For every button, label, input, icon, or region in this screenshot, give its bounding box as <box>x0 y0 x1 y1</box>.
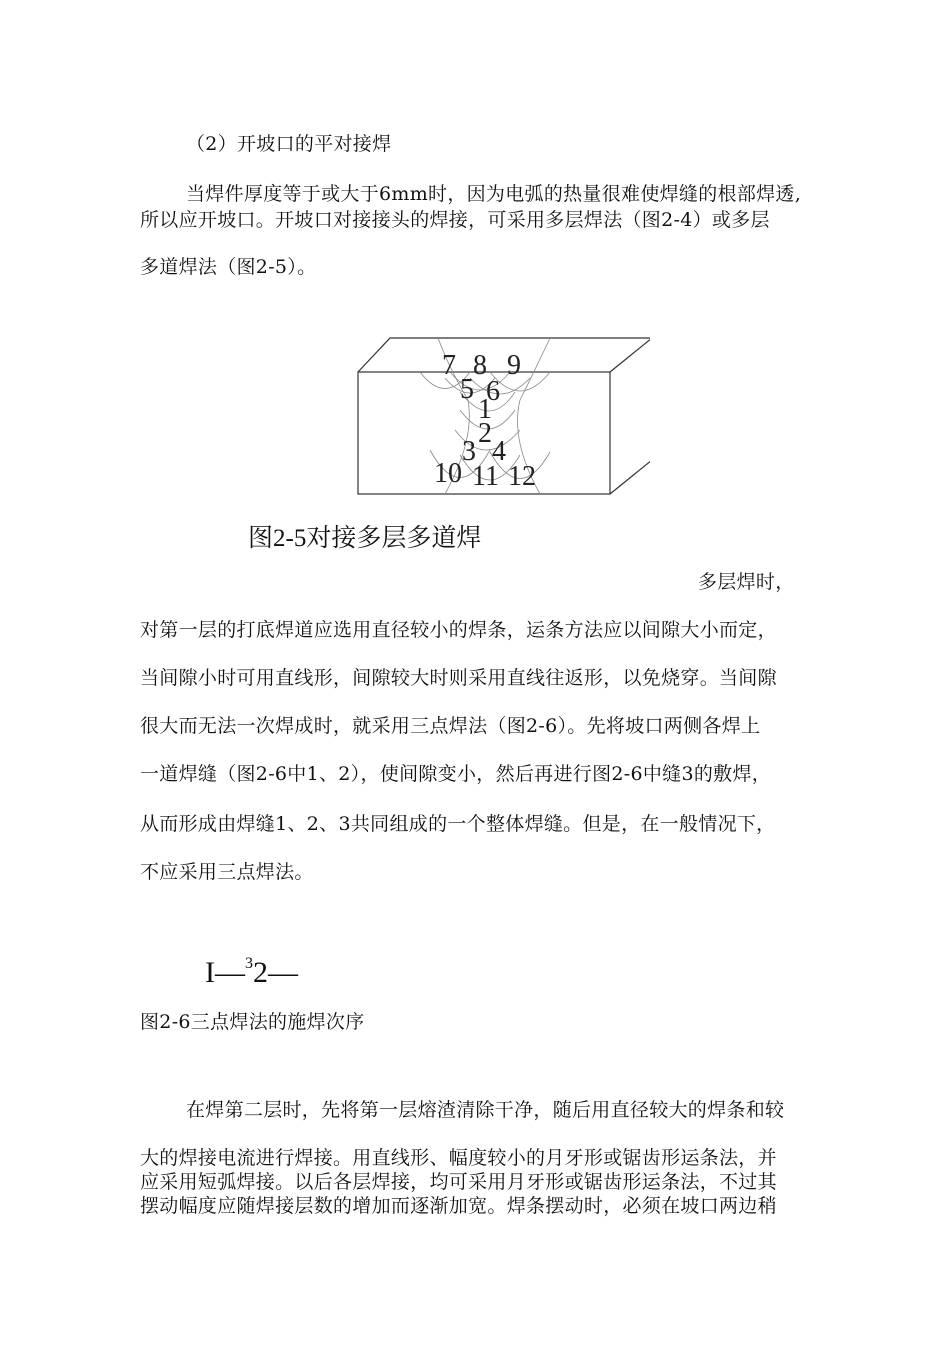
bead-label-1: 1 <box>478 394 492 425</box>
bead-label-3: 3 <box>462 436 476 467</box>
paragraph-1-line-2: 所以应开坡口。开坡口对接接头的焊接，可采用多层焊法（图2-4）或多层 <box>140 209 770 231</box>
paragraph-2-line-4: 一道焊缝（图2-6中1、2），使间隙变小，然后再进行图2-6中缝3的敷焊， <box>140 763 772 785</box>
bead-label-2: 2 <box>478 418 492 449</box>
figure-2-6-caption: 图2-6三点焊法的施焊次序 <box>140 1011 365 1033</box>
bead-label-9: 9 <box>507 350 521 381</box>
bead-label-7: 7 <box>442 350 456 381</box>
paragraph-3-line-4: 摆动幅度应随焊接层数的增加而逐渐加宽。焊条摆动时，必须在坡口两边稍 <box>140 1195 777 1217</box>
bead-label-6: 6 <box>486 376 500 407</box>
paragraph-3-line-1: 在焊第二层时，先将第一层熔渣清除干净，随后用直径较大的焊条和较 <box>186 1099 785 1121</box>
paragraph-1-line-3: 多道焊法（图2-5）。 <box>140 256 317 278</box>
figure-2-6-formula <box>205 955 298 990</box>
bead-label-8: 8 <box>473 350 487 381</box>
paragraph-2-line-1: 对第一层的打底焊道应选用直径较小的焊条，运条方法应以间隙大小而定， <box>140 619 777 641</box>
block-side-face <box>610 338 650 494</box>
figure-2-5-caption: 图2-5对接多层多道焊 <box>248 525 482 552</box>
paragraph-1-line-1: 当焊件厚度等于或大于6mm时，因为电弧的热量很难使焊缝的根部焊透, <box>186 183 802 205</box>
formula-pre: I— <box>205 956 245 989</box>
paragraph-2-line-5: 从而形成由焊缝1、2、3共同组成的一个整体焊缝。但是，在一般情况下， <box>140 813 776 835</box>
bead-label-4: 4 <box>492 436 506 467</box>
formula-post: 2— <box>253 956 298 989</box>
paragraph-2-line-2: 当间隙小时可用直线形，间隙较大时则采用直线往返形，以免烧穿。当间隙 <box>140 667 777 689</box>
section-heading: （2）开坡口的平对接焊 <box>186 133 392 155</box>
bead-label-5: 5 <box>460 374 474 405</box>
bead-label-10: 10 <box>434 458 462 489</box>
bead-label-11: 11 <box>472 461 499 492</box>
figure-2-5-diagram <box>350 330 650 500</box>
formula-sup: 3 <box>245 955 253 972</box>
paragraph-2-line-3: 很大而无法一次焊成时，就采用三点焊法（图2-6）。先将坡口两侧各焊上 <box>140 715 761 737</box>
paragraph-2-line-6: 不应采用三点焊法。 <box>140 861 314 883</box>
bead-label-12: 12 <box>508 461 536 492</box>
paragraph-3-line-3: 应采用短弧焊接。以后各层焊接，均可采用月牙形或锯齿形运条法，不过其 <box>140 1171 777 1193</box>
paragraph-2-lead: 多层焊时， <box>698 571 795 593</box>
block-top-face <box>358 338 650 372</box>
paragraph-3-line-2: 大的焊接电流进行焊接。用直线形、幅度较小的月牙形或锯齿形运条法，并 <box>140 1147 777 1169</box>
